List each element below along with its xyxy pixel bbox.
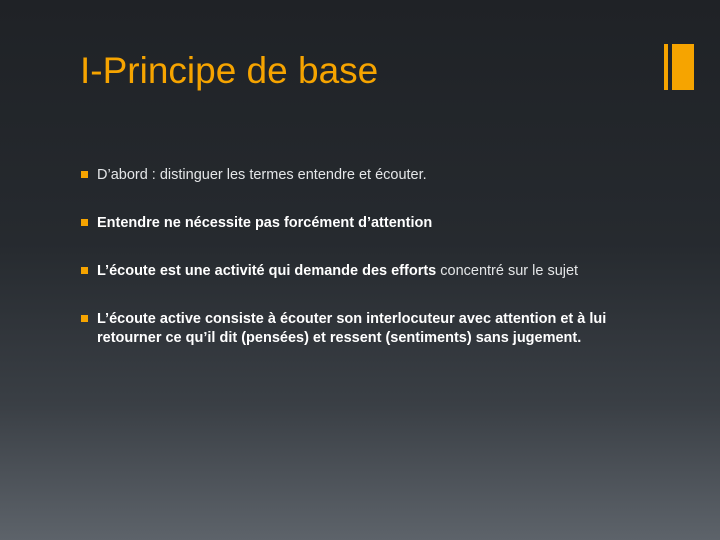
square-bullet-icon [81, 219, 88, 226]
bullet-text: L’écoute active consiste à écouter son interlocuteur avec attention et à lui retourner ce qu’il dit (pensées) et ressent (sentiments) sans jugement. [97, 311, 607, 346]
square-bullet-icon [81, 315, 88, 322]
bullet-item [80, 166, 650, 185]
bullet-item [80, 214, 650, 233]
bullet-item [80, 310, 650, 348]
square-bullet-icon [81, 267, 88, 274]
accent-bar-thin [664, 44, 668, 90]
slide-title: I-Principe de base [80, 50, 379, 91]
bullet-item [80, 262, 650, 281]
vertical-bars-icon [664, 44, 694, 90]
bullet-text-rest: concentré sur le sujet [436, 263, 579, 279]
square-bullet-icon [81, 171, 88, 178]
bullet-list [80, 166, 650, 348]
bullet-text-bold: L’écoute est une activité qui demande des efforts [97, 263, 437, 279]
accent-bar-thick [672, 44, 694, 90]
bullet-text: D’abord : distinguer les termes entendre et écouter. [97, 167, 427, 183]
bullet-text: Entendre ne nécessite pas forcément d’attention [97, 215, 433, 231]
